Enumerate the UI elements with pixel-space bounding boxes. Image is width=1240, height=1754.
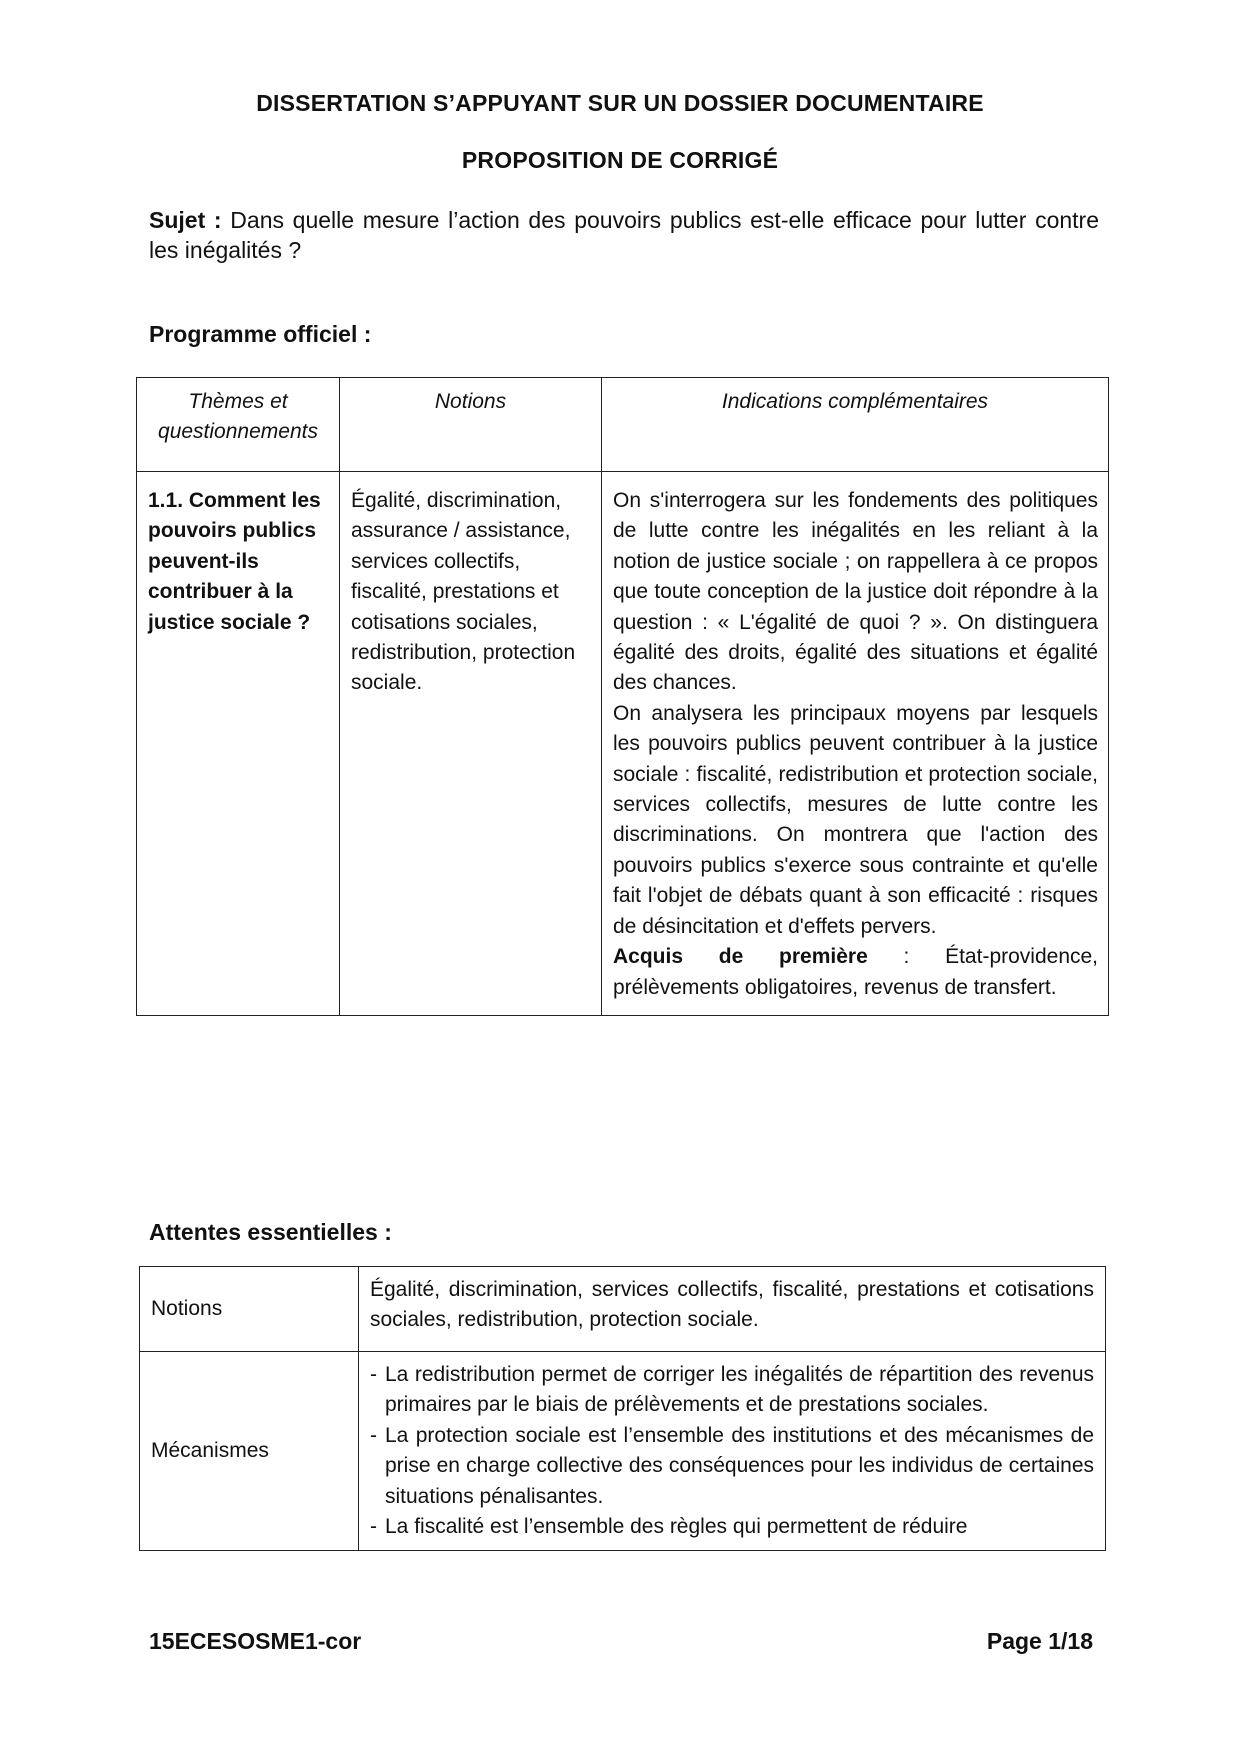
list-item: - La redistribution permet de corriger les inégalités de répartition des revenus primaires par le biais de prélèvements et de prestations sociales. [370,1360,1094,1421]
document-title: DISSERTATION S’APPUYANT SUR UN DOSSIER DOCUMENTAIRE [256,90,984,116]
attentes-mecanismes-label: Mécanismes [140,1352,359,1551]
column-header-indications: Indications complémentaires [602,378,1109,472]
column-header-notions: Notions [340,378,602,472]
attentes-heading: Attentes essentielles : [149,1219,392,1245]
footer-page-number: Page 1/18 [986,1628,1093,1654]
acquis-text: : État-providence, prélèvements obligatoires, revenus de transfert. [613,945,1099,999]
subject-label: Sujet : [149,207,222,233]
attentes-notions-label: Notions [140,1267,359,1352]
attentes-row-notions [140,1267,1106,1352]
subject-paragraph [149,205,1099,265]
acquis-paragraph [613,942,1098,1003]
acquis-label: Acquis de première [613,945,868,969]
list-item: - La fiscalité est l’ensemble des règles qui permettent de réduire [370,1512,1094,1542]
attentes-mecanismes-cell [359,1352,1106,1551]
column-header-themes: Thèmes et questionnements [137,378,340,472]
programme-row [137,472,1109,1016]
mecanismes-list [370,1360,1094,1542]
subject-text: Dans quelle mesure l’action des pouvoirs publics est-elle efficace pour lutter contre les inégalités ? [149,207,1099,263]
document-subtitle: PROPOSITION DE CORRIGÉ [461,147,779,173]
notions-cell: Égalité, discrimination, assurance / assistance, services collectifs, fiscalité, prestations et cotisations sociales, redistribution, protection sociale. [340,472,602,1016]
theme-cell: 1.1. Comment les pouvoirs publics peuvent-ils contribuer à la justice sociale ? [137,472,340,1016]
programme-table [136,377,1109,1016]
list-item: - La protection sociale est l’ensemble des institutions et des mécanismes de prise en charge collective des conséquences pour les individus de certaines situations pénalisantes. [370,1421,1094,1512]
indications-paragraph-1: On s'interrogera sur les fondements des politiques de lutte contre les inégalités en les reliant à la notion de justice sociale ; on rappellera à ce propos que toute conception de la justice doit répondre à la question : « L'égalité de quoi ? ». On distinguera égalité des droits, égalité des situations et égalité des chances. [613,489,1098,695]
attentes-row-mecanismes [140,1352,1106,1551]
attentes-notions-text: Égalité, discrimination, services collectifs, fiscalité, prestations et cotisations sociales, redistribution, protection sociale. [359,1267,1106,1352]
footer-document-code: 15ECESOSME1-cor [149,1628,362,1654]
attentes-table [139,1266,1106,1551]
indications-cell [602,472,1109,1016]
indications-paragraph-2: On analysera les principaux moyens par lesquels les pouvoirs publics peuvent contribuer à la justice sociale : fiscalité, redistribution et protection sociale, services collectifs, mesures de lutte contre les discriminations. On montrera que l'action des pouvoirs publics s'exerce sous contrainte et qu'elle fait l'objet de débats quant à son efficacité : risques de désincitation et d'effets pervers. [613,701,1098,938]
programme-header-row [137,378,1109,472]
programme-heading: Programme officiel : [149,321,372,347]
